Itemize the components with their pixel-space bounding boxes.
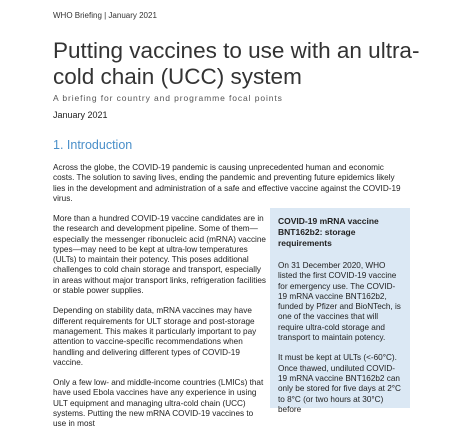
left-paragraph-3: Only a few low- and middle-income countries (LMICs) that have used Ebola vaccines have any experience in using ULT equipment and managing ultra-cold chain (UCC) systems. Putting the new mRNA COVID-19 vaccines to use in most [53, 378, 264, 429]
document-date: January 2021 [53, 110, 108, 120]
document-title: Putting vaccines to use with an ultra-cold chain (UCC) system [53, 38, 420, 89]
introduction-text [53, 163, 405, 214]
sidebar-paragraph-2: It must be kept at ULTs (<-60°C). Once thawed, undiluted COVID-19 mRNA vaccine BNT162b2 can only be stored for five days at 2°C to 8°C (or two hours at 30°C) before [278, 353, 401, 414]
intro-paragraph: Across the globe, the COVID-19 pandemic is causing unprecedented human and economic costs. The solution to saving lives, ending the pandemic and preventing future epidemics likely lies in the development and administration of a safe and effective vaccine against the COVID-19 virus. [53, 163, 401, 203]
left-paragraph-1: More than a hundred COVID-19 vaccine candidates are in the research and development pipeline. Some of them—especially the messenger ribonucleic acid (mRNA) vaccine types—may need to be kept at ultra-low temperatures (ULTs) to maintain their potency. This poses additional challenges to cold chain storage and transport, especially in areas without major transport links, refrigeration facilities or stable power supplies. [53, 214, 266, 296]
section-heading-introduction: 1. Introduction [53, 138, 133, 152]
briefing-header: WHO Briefing | January 2021 [53, 11, 157, 20]
left-paragraph-2: Depending on stability data, mRNA vaccines may have different requirements for ULT storage and post-storage management. This makes it particularly important to pay attention to vaccine-specific recommendations when handling and delivering different types of COVID-19 vaccine. [53, 306, 257, 367]
left-column [53, 214, 267, 440]
sidebar-title: COVID-19 mRNA vaccine BNT162b2: storage requirements [278, 216, 379, 248]
document-subtitle: A briefing for country and programme focal points [53, 93, 283, 103]
sidebar-paragraph-1: On 31 December 2020, WHO listed the first COVID-19 vaccine for emergency use. The COVID-19 mRNA vaccine BNT162b2, funded by Pfizer and BioNTech, is one of the vaccines that will require ultra-cold storage and transport to maintain potency. [278, 261, 401, 343]
storage-requirements-sidebar [270, 208, 410, 414]
